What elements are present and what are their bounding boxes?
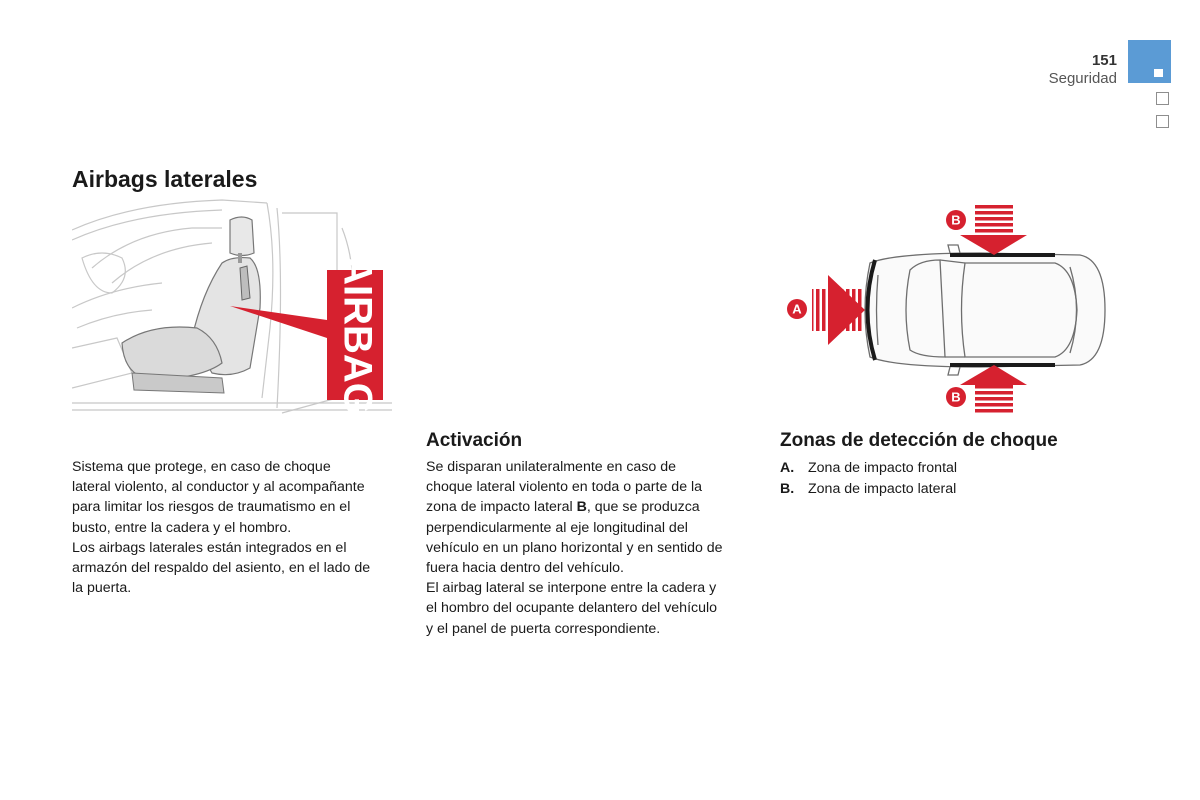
zone-letter: A. [780, 460, 795, 476]
activation-line: El airbag lateral se interpone entre la cadera y [426, 580, 717, 597]
activation-line-part: zona de impacto lateral [426, 499, 577, 516]
intro-line: busto, entre la cadera y el hombro. [72, 519, 292, 536]
airbag-badge-text: AIRBAG [335, 256, 380, 414]
zone-description: Zona de impacto frontal [808, 460, 958, 476]
activation-line: perpendicularmente al eje longitudinal del [426, 519, 688, 536]
label-b-top-text: B [951, 212, 961, 228]
label-a-text: A [792, 301, 802, 317]
zone-description: Zona de impacto lateral [808, 480, 957, 497]
activation-line-part: , que se produzca [586, 499, 700, 516]
intro-line: Sistema que protege, en caso de choque [72, 459, 331, 475]
activation-line: el hombro del ocupante delantero del vehículo [426, 600, 718, 617]
activation-heading: Activación [426, 430, 523, 451]
arrow-b-top-stripes [975, 205, 1013, 235]
arrow-b-top-head [960, 235, 1027, 255]
chapter-tab-box-icon [1156, 92, 1169, 105]
zone-item-a [780, 458, 957, 479]
zone-b-reference: B [576, 499, 587, 516]
intro-line: para limitar los riesgos de traumatismo en el [72, 499, 351, 516]
activation-line: y el panel de puerta correspondiente. [426, 620, 661, 637]
chapter-tab-active [1128, 40, 1171, 83]
activation-line: vehículo en un plano horizontal y en sentido de [426, 539, 723, 556]
page-title: Airbags laterales [72, 166, 258, 192]
arrow-b-bottom-head [960, 365, 1027, 385]
intro-text [72, 457, 402, 598]
intro-line: Los airbags laterales están integrados en el [72, 539, 347, 556]
activation-line [426, 497, 756, 517]
activation-line: choque lateral violento en toda o parte de la [426, 479, 703, 496]
zone-letter: B. [780, 480, 795, 497]
arrow-b-bottom-stripes [975, 385, 1013, 415]
zones-list [780, 458, 957, 499]
activation-line: Se disparan unilateralmente en caso de [426, 459, 677, 475]
seat-airbag-illustration [72, 198, 392, 418]
section-name: Seguridad [1048, 70, 1117, 87]
chapter-tab-box-icon [1156, 115, 1169, 128]
page-number: 151 [1091, 52, 1117, 69]
intro-line: lateral violento, al conductor y al acompañante [72, 479, 365, 496]
arrow-a-head [828, 275, 865, 345]
zones-heading: Zonas de detección de choque [780, 430, 1058, 451]
activation-line: fuera hacia dentro del vehículo. [426, 560, 624, 577]
intro-line: la puerta. [72, 580, 132, 597]
car-impact-zones-diagram [780, 205, 1110, 417]
intro-line: armazón del respaldo del asiento, en el lado de [72, 560, 371, 577]
zone-item-b [780, 479, 957, 500]
label-b-bottom-text: B [951, 389, 961, 405]
tab-marker-icon [1154, 69, 1163, 77]
activation-text [426, 457, 756, 639]
